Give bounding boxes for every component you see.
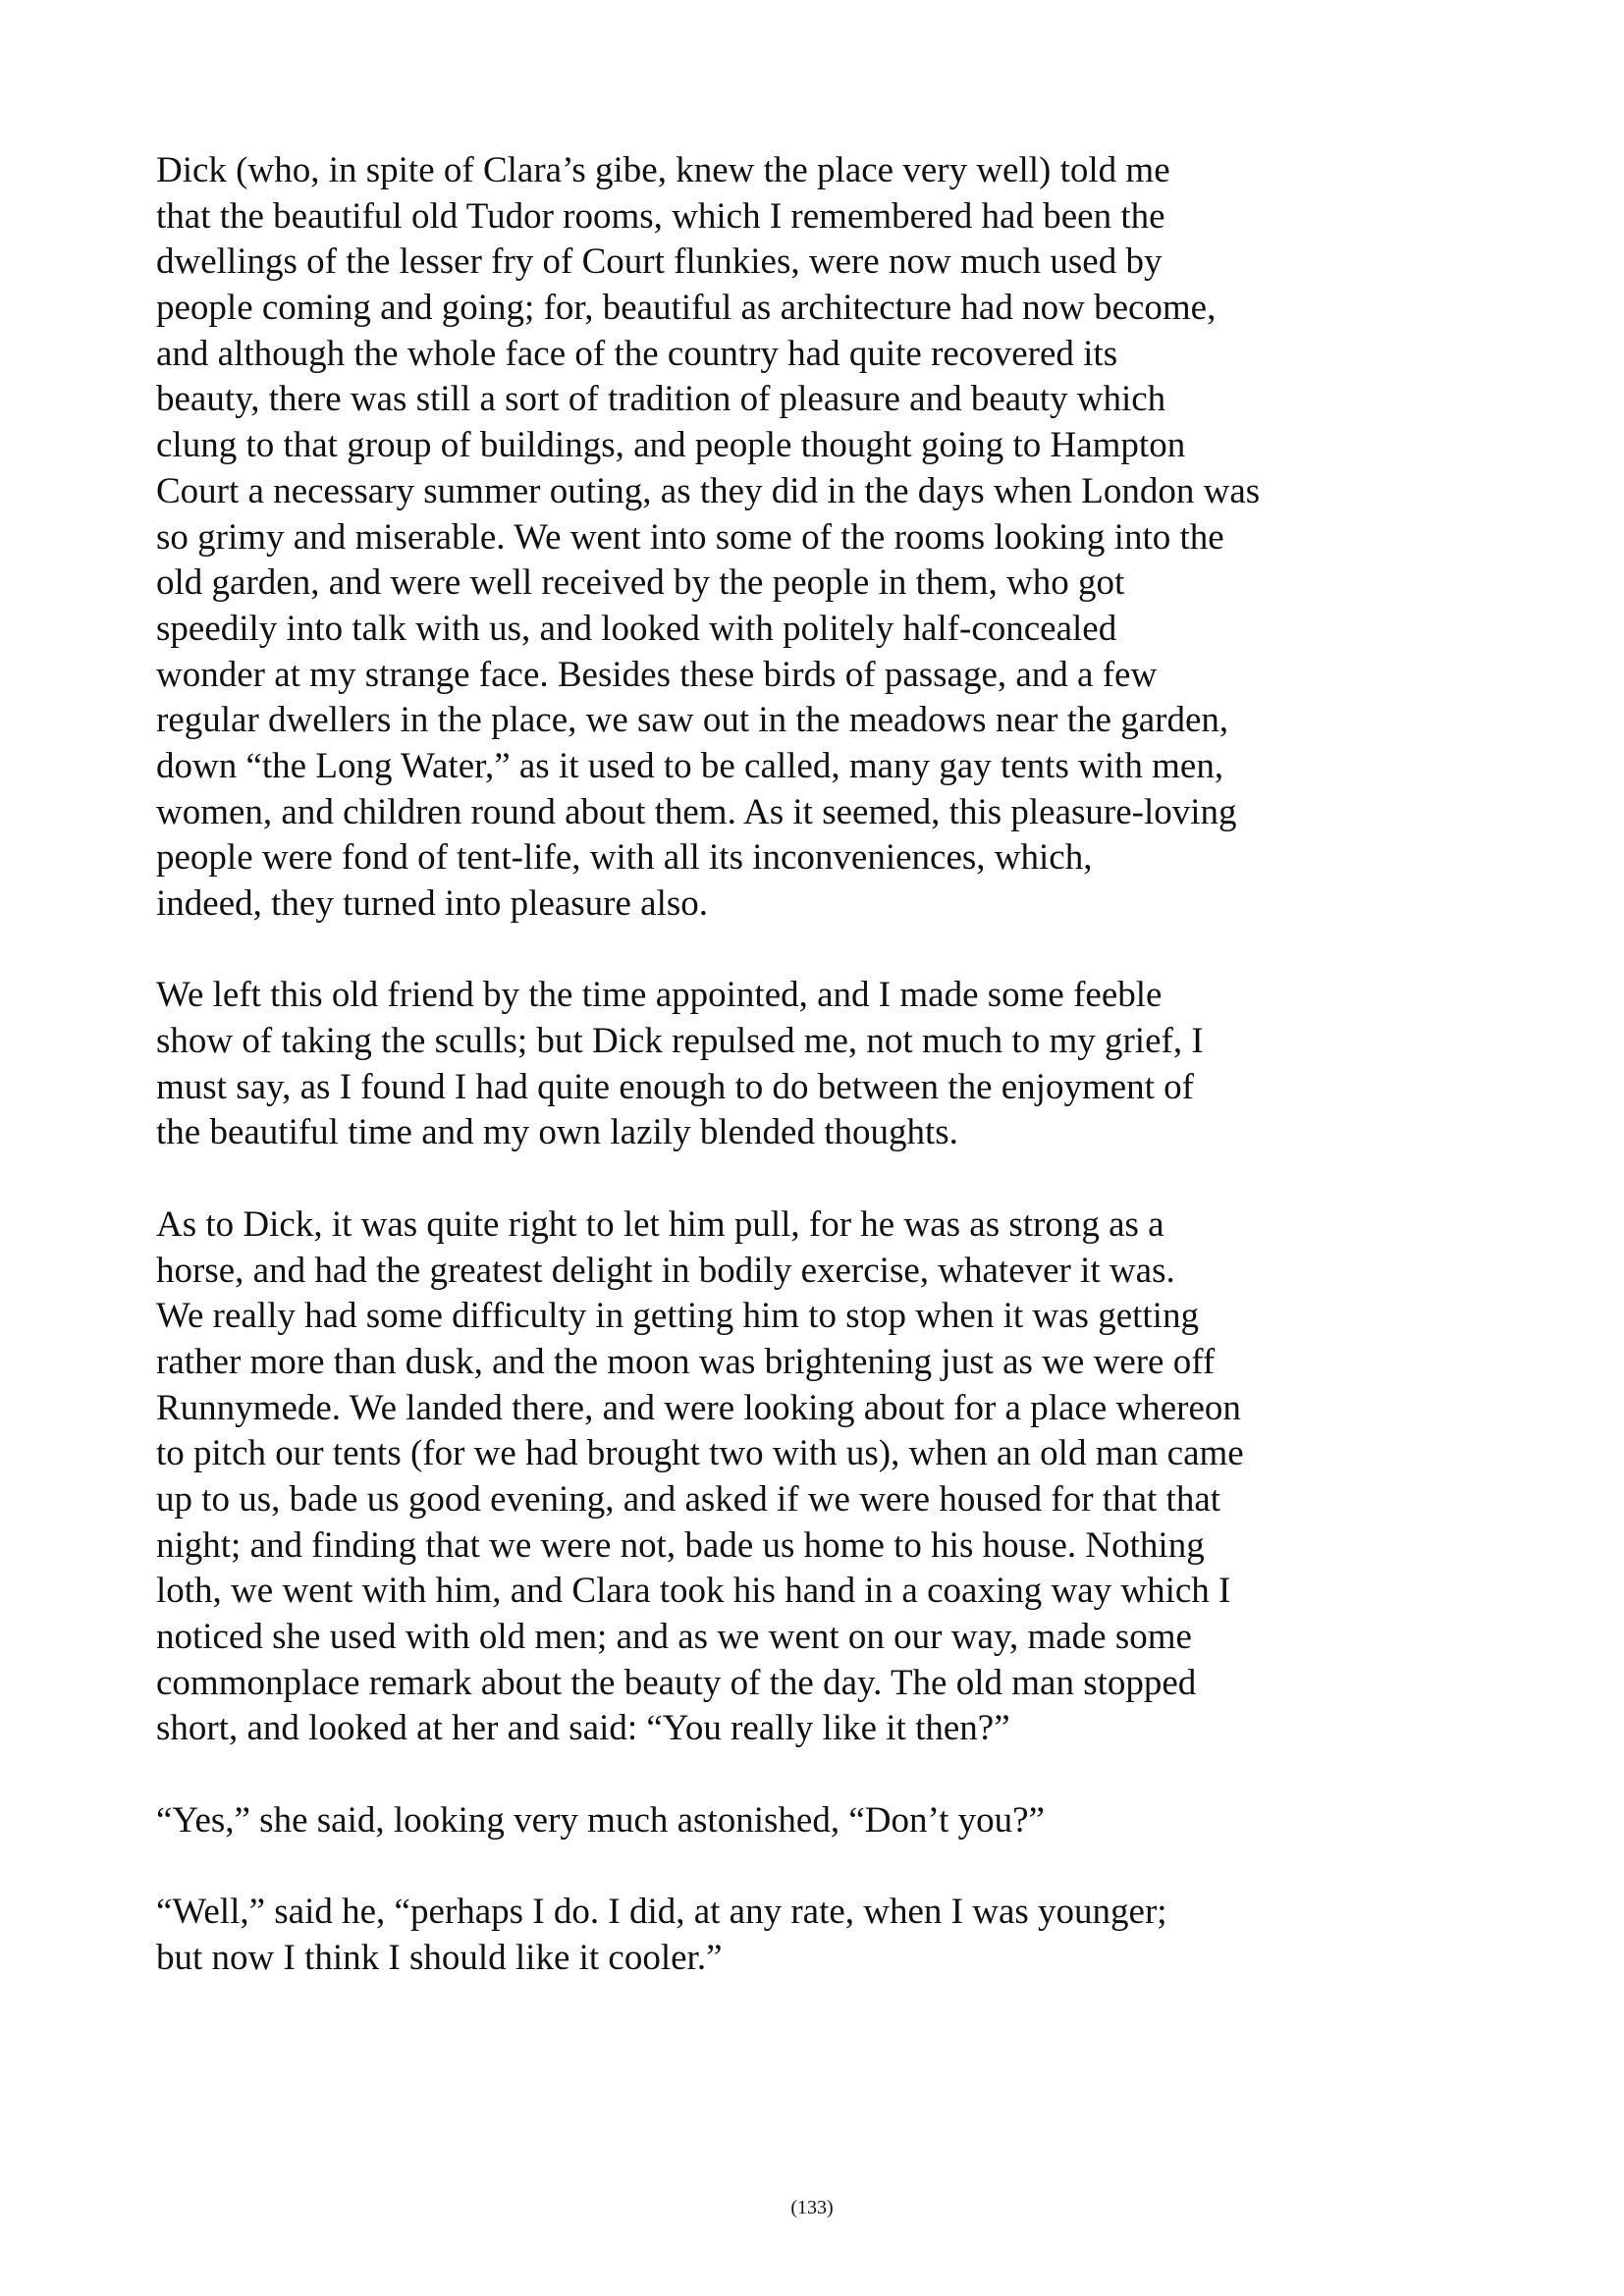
text-line: must say, as I found I had quite enough to do between the enjoyment of — [156, 1066, 1194, 1107]
text-line: Runnymede. We landed there, and were looking about for a place whereon — [156, 1387, 1241, 1428]
text-line: up to us, bade us good evening, and asked if we were housed for that that — [156, 1478, 1221, 1520]
text-line: regular dwellers in the place, we saw out in the meadows near the garden, — [156, 700, 1229, 741]
text-line: night; and finding that we were not, bade us home to his house. Nothing — [156, 1524, 1205, 1566]
page-number: (133) — [790, 2197, 834, 2218]
text-line: horse, and had the greatest delight in bodily exercise, whatever it was. — [156, 1250, 1175, 1291]
text-line: dwellings of the lesser fry of Court flunkies, were now much used by — [156, 241, 1163, 283]
text-line: women, and children round about them. As it seemed, this pleasure-loving — [156, 791, 1237, 832]
text-line: the beautiful time and my own lazily blended thoughts. — [156, 1112, 958, 1153]
text-line: wonder at my strange face. Besides these birds of passage, and a few — [156, 654, 1158, 695]
text-line: that the beautiful old Tudor rooms, which I remembered had been the — [156, 195, 1165, 237]
text-line: and although the whole face of the country had quite recovered its — [156, 333, 1118, 374]
text-line: people were fond of tent-life, with all its inconveniences, which, — [156, 837, 1093, 879]
body-text — [156, 148, 1433, 2027]
paragraph-1 — [156, 148, 1433, 928]
paragraph-5 — [156, 1890, 1433, 1981]
text-line: old garden, and were well received by the people in them, who got — [156, 562, 1125, 604]
text-line: show of taking the sculls; but Dick repulsed me, not much to my grief, I — [156, 1021, 1204, 1062]
text-line: clung to that group of buildings, and people thought going to Hampton — [156, 425, 1186, 466]
text-line: short, and looked at her and said: “You really like it then?” — [156, 1708, 1010, 1749]
text-line: Court a necessary summer outing, as they did in the days when London was — [156, 470, 1261, 511]
text-line: down “the Long Water,” as it used to be called, many gay tents with men, — [156, 745, 1224, 786]
paragraph-2 — [156, 973, 1433, 1156]
text-line: As to Dick, it was quite right to let him pull, for he was as strong as a — [156, 1203, 1164, 1245]
text-line: loth, we went with him, and Clara took his hand in a coaxing way which I — [156, 1571, 1231, 1612]
text-line: rather more than dusk, and the moon was brightening just as we were off — [156, 1341, 1216, 1382]
text-line: noticed she used with old men; and as we went on our way, made some — [156, 1617, 1192, 1657]
text-line: “Yes,” she said, looking very much astonished, “Don’t you?” — [156, 1799, 1045, 1841]
text-line: but now I think I should like it cooler.” — [156, 1937, 723, 1978]
text-line: Dick (who, in spite of Clara’s gibe, knew the place very well) told me — [156, 150, 1170, 190]
paragraph-3 — [156, 1202, 1433, 1752]
text-line: “Well,” said he, “perhaps I do. I did, at any rate, when I was younger; — [156, 1892, 1167, 1933]
text-line: speedily into talk with us, and looked with politely half-concealed — [156, 608, 1117, 649]
text-line: commonplace remark about the beauty of the day. The old man stopped — [156, 1662, 1197, 1703]
text-line: indeed, they turned into pleasure also. — [156, 883, 709, 924]
text-line: to pitch our tents (for we had brought two with us), when an old man came — [156, 1433, 1244, 1474]
text-line: so grimy and miserable. We went into some of the rooms looking into the — [156, 516, 1224, 558]
text-line: beauty, there was still a sort of tradition of pleasure and beauty which — [156, 379, 1166, 420]
text-line: people coming and going; for, beautiful as architecture had now become, — [156, 288, 1217, 329]
text-line: We really had some difficulty in getting him to stop when it was getting — [156, 1296, 1199, 1337]
text-line: We left this old friend by the time appointed, and I made some feeble — [156, 975, 1163, 1016]
paragraph-4 — [156, 1798, 1433, 1844]
